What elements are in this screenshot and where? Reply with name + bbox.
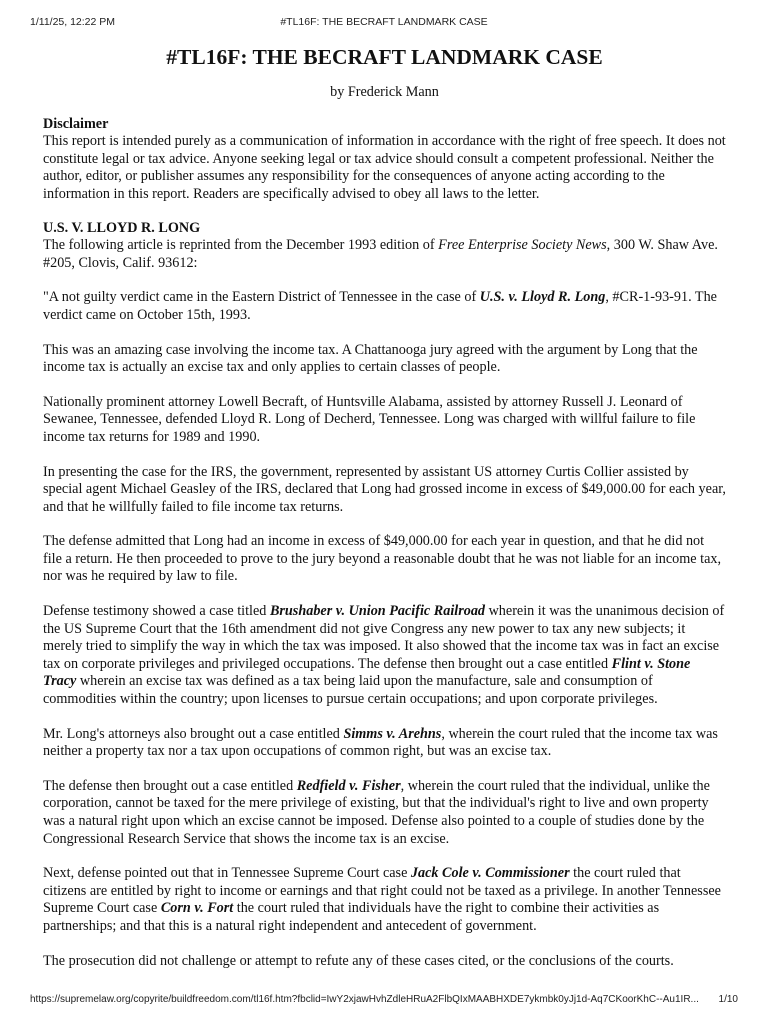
- section-heading: U.S. V. LLOYD R. LONG: [43, 219, 201, 236]
- disclaimer-heading: Disclaimer: [43, 115, 109, 132]
- document-body: [43, 44, 726, 987]
- print-url: https://supremelaw.org/copyrite/buildfreedom.com/tl16f.htm?fbclid=IwY2xjawHvhZdleHRuA2FlbQIxMAABHXDE7ykmbk0yJj1d-Aq7CKoorKhC--Au1IR...: [30, 994, 699, 1005]
- text-run: , 300 W. Shaw Ave. #205, Clovis, Calif. 93612:: [43, 237, 718, 271]
- paragraph-6: The defense admitted that Long had an income in excess of $49,000.00 for each year in question, and that he did not file a return. He then proceeded to prove to the jury beyond a reasonable doubt that he was not liable for an income tax, nor was he required by law to file.: [43, 533, 722, 585]
- paragraph-9: [43, 778, 726, 848]
- text-run: the court ruled that citizens are entitled by right to income or earnings and that right could not be taxed as a privilege. In another Tennessee Supreme Court case: [43, 865, 721, 917]
- case-name: Corn v. Fort: [160, 900, 234, 917]
- paragraph-11: The prosecution did not challenge or attempt to refute any of these cases cited, or the conclusions of the courts.: [43, 952, 674, 969]
- case-name: Jack Cole v. Commissioner: [410, 865, 570, 882]
- case-name: U.S. v. Lloyd R. Long: [479, 289, 606, 306]
- paragraph-4: Nationally prominent attorney Lowell Becraft, of Huntsville Alabama, assisted by attorney Russell J. Leonard of Sewanee, Tennessee, defended Lloyd R. Long of Decherd, Tennessee. Long was charged with willful failure to file income tax returns for 1989 and 1990.: [43, 393, 696, 445]
- text-run: Next, defense pointed out that in Tennessee Supreme Court case: [43, 865, 411, 882]
- text-run: the court ruled that individuals have the right to combine their activities as partnerships; and that this is a natural right independent and antecedent of government.: [43, 900, 660, 934]
- publication-name: Free Enterprise Society News: [438, 237, 607, 254]
- text-run: wherein it was the unanimous decision of the US Supreme Court that the 16th amendment did not give Congress any new power to tax any new subjects; it merely tried to simplify the way in which the tax was imposed. It also showed that the income tax was in fact an excise tax on corporate privileges and privileged occupations. The defense then brought out a case entitled: [43, 603, 725, 672]
- text-run: , wherein the court ruled that the individual, unlike the corporation, cannot be taxed for the mere privilege of existing, but that the individual's right to live and own property was a natural right upon which an excise cannot be imposed. Defense also pointed to a couple of studies done by the Congressional Research Service that shows the income tax is an excise.: [43, 777, 710, 847]
- paragraph-5: In presenting the case for the IRS, the government, represented by assistant US attorney Curtis Collier assisted by special agent Michael Geasley of the IRS, declared that Long had grossed income in excess of $49,000.00 for each year, and that he willfully failed to file income tax returns.: [43, 463, 726, 515]
- text-run: "A not guilty verdict came in the Eastern District of Tennessee in the case of: [43, 289, 480, 306]
- disclaimer-text: This report is intended purely as a communication of information in accordance with the right of free speech. It does not constitute legal or tax advice. Anyone seeking legal or tax advice should consult a competent professional. Neither the author, editor, or publisher assumes any responsibility for the consequences of anyone acting according to the information in this report. Readers are specifically advised to obey all laws to the letter.: [43, 133, 726, 202]
- text-run: Mr. Long's attorneys also brought out a case entitled: [43, 725, 344, 742]
- print-datetime: 1/11/25, 12:22 PM: [30, 16, 116, 28]
- text-run: wherein an excise tax was defined as a tax being laid upon the manufacture, sale and consumption of commodities within the country; upon licenses to pursue certain occupations; and upon corporate privileges.: [43, 673, 658, 708]
- print-header: [30, 16, 738, 30]
- print-page-number: 1/10: [718, 994, 738, 1005]
- case-name: Redfield v. Fisher: [296, 777, 401, 794]
- text-run: , wherein the court ruled that the income tax was neither a property tax nor a tax upon occupations of common right, but was an excise tax.: [43, 725, 718, 760]
- paragraph-3: This was an amazing case involving the income tax. A Chattanooga jury agreed with the argument by Long that the income tax is actually an excise tax and only applies to certain classes of people.: [43, 341, 698, 376]
- paragraph-reprint-source: [43, 237, 726, 272]
- paragraph-8: [43, 726, 726, 761]
- paragraph-10: [43, 865, 726, 935]
- text-run: The defense then brought out a case entitled: [43, 777, 297, 794]
- paragraph-7: [43, 603, 726, 709]
- case-name: Brushaber v. Union Pacific Railroad: [269, 603, 486, 620]
- text-run: , #CR-1-93-91. The verdict came on October 15th, 1993.: [43, 289, 717, 323]
- document-title: #TL16F: THE BECRAFT LANDMARK CASE: [166, 45, 603, 69]
- text-run: Defense testimony showed a case titled: [43, 603, 270, 620]
- paragraph-verdict: [43, 289, 726, 324]
- print-page-title: #TL16F: THE BECRAFT LANDMARK CASE: [280, 16, 488, 28]
- case-name: Simms v. Arehns: [343, 725, 442, 742]
- print-footer: [30, 994, 738, 1008]
- byline: by Frederick Mann: [330, 84, 439, 100]
- text-run: The following article is reprinted from the December 1993 edition of: [43, 237, 439, 254]
- case-name: Flint v. Stone Tracy: [43, 655, 691, 690]
